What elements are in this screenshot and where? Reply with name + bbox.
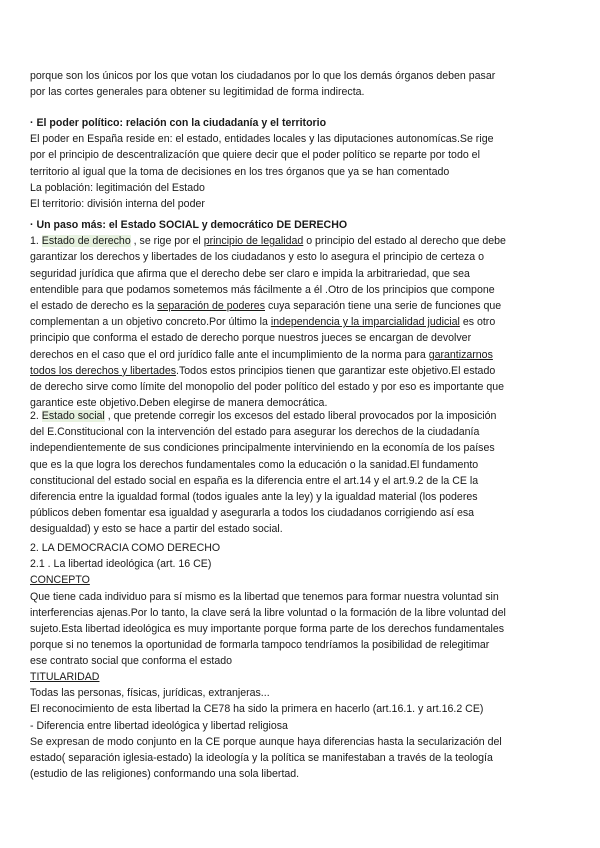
text-line: porque son los únicos por los que votan los ciudadanos por lo que los demás órganos deben pasar — [30, 70, 496, 82]
text-line: independientemente de sus condiciones principalmente interviniendo en la economía de los países — [30, 442, 495, 455]
text-line: entendible para que podamos sometemos más fácilmente a él .Otro de los principios que compone — [30, 283, 495, 296]
section-heading: 2. LA DEMOCRACIA COMO DERECHO — [30, 542, 221, 554]
text-line: de derecho sirve como límite del monopolio del poder político del estado y por eso es importante que — [30, 381, 505, 394]
text-line: diferencia entre la igualdad formal (todos iguales ante la ley) y la igualdad material (los poderes — [30, 491, 478, 504]
text-line: estado( separación iglesia-estado) la ideología y la política se manifestaban a través de la teología — [30, 752, 493, 765]
text-span: el estado de derecho es la — [30, 300, 158, 313]
text-line: porque si no tenemos la oportunidad de formarla tampoco tendríamos la posibilidad de relegitimar — [30, 639, 490, 652]
underlined-term: separación de poderes — [157, 300, 265, 313]
text-line: garantizar los derechos y libertades de los ciudadanos y esto lo asegura el principio de certeza o — [30, 251, 485, 264]
text-line: El territorio: división interna del poder — [30, 198, 205, 211]
text-span: .Todos estos principios tienen que garantizar este objetivo.El estado — [176, 364, 496, 377]
text-line: públicos deben fomentar esa igualdad y asegurarla a todos los ciudadanos corrigiendo así esa — [30, 507, 475, 520]
text-line: Todas las personas, físicas, jurídicas, extranjeras... — [30, 687, 270, 700]
text-span: o principio del estado al derecho que debe — [303, 235, 506, 248]
list-number: 2. — [30, 410, 42, 422]
text-line: principio que conforma el estado de derecho porque nuestros jueces se encargan de devolver — [30, 332, 472, 345]
text-line — [30, 408, 575, 424]
text-line: desigualdad) y esto se hace a partir del estado social. — [30, 523, 283, 536]
text-line: - Diferencia entre libertad ideológica y libertad religiosa — [30, 719, 288, 732]
text-line: seguridad jurídica que afirma que el derecho debe ser claro e impida la arbitrariedad, que sea — [30, 267, 470, 280]
text-line: por las cortes generales para obtener su legitimidad de forma indirecta. — [30, 86, 365, 99]
text-span: es otro — [459, 316, 496, 329]
text-line: sujeto.Esta libertad ideológica es muy importante porque forma parte de los derechos fundamentales — [30, 623, 505, 636]
underlined-term: todos los derechos y libertades — [30, 364, 177, 377]
text-span: , se rige por el — [130, 235, 204, 248]
section-poder-politico — [30, 115, 575, 212]
subsection-heading: 2.1 . La libertad ideológica (art. 16 CE) — [30, 558, 212, 571]
section-heading: · Un paso más: el Estado SOCIAL y democrático DE DERECHO — [30, 219, 348, 231]
text-line — [30, 233, 575, 249]
list-number: 1. — [30, 235, 42, 248]
text-line: Que tiene cada individuo para sí mismo es la libertad que tenemos para formar nuestra voluntad sin — [30, 590, 499, 603]
underlined-term: independencia y la imparcialidad judicial — [270, 316, 460, 329]
text-span: complementan a un objetivo concreto.Por último la — [30, 316, 271, 329]
text-line: (estudio de las religiones) conformando una sola libertad. — [30, 768, 300, 781]
highlighted-term: Estado social — [41, 410, 105, 422]
text-line: El reconocimiento de esta libertad la CE78 ha sido la primera en hacerlo (art.16.1. y art.16.2 CE) — [30, 703, 484, 716]
paragraph-estado-social — [30, 408, 575, 538]
text-line: constitucional del estado social en españa es la diferencia entre el art.14 y el art.9.2 de la CE la — [30, 474, 479, 487]
text-span: derechos en el caso que el ord jurídico falle ante el incumplimiento de la norma para — [30, 348, 429, 361]
section-heading: · El poder político: relación con la ciudadanía y el territorio — [30, 117, 327, 129]
text-span: , que pretende corregir los excesos del estado liberal provocados por la imposición — [104, 410, 497, 422]
text-line: La población: legitimación del Estado — [30, 181, 205, 194]
text-line: que es la que logra los derechos fundamentales como la educación o la sanidad.El fundamento — [30, 458, 479, 471]
underlined-term: garantizarnos — [428, 348, 493, 361]
text-line: Se expresan de modo conjunto en la CE porque aunque haya diferencias hasta la secularización del — [30, 735, 502, 748]
text-span: cuya separación tiene una serie de funciones que — [265, 300, 502, 313]
text-line: interferencias ajenas.Por lo tanto, la clave será la libre voluntad o la formación de la libre voluntad del — [30, 606, 506, 619]
text-line: por el principio de descentralizacíón que quiere decir que el poder político se reparte por todo el — [30, 149, 480, 162]
titularidad-label: TITULARIDAD — [30, 671, 100, 683]
text-line: del E.Constitucional con la intervención del estado para asegurar los derechos de la ciudadanía — [30, 426, 480, 439]
underlined-term: principio de legalidad — [203, 235, 304, 248]
text-line: ese contrato social que conforma el estado — [30, 655, 232, 668]
text-line — [30, 363, 575, 379]
text-line — [30, 347, 575, 363]
concepto-label: CONCEPTO — [30, 574, 90, 587]
intro-paragraph — [30, 68, 575, 100]
text-line: El poder en España reside en: el estado, entidades locales y las diputaciones autonomícas.Se rige — [30, 133, 494, 146]
text-line: garantice este objetivo.Deben elegirse de manera democrática. — [30, 397, 328, 410]
highlighted-term: Estado de derecho — [41, 235, 131, 248]
text-line — [30, 298, 575, 314]
section-titularidad — [30, 669, 575, 782]
text-line: territorio al igual que la toma de decisiones en los tres órganos que ya se han comentado — [30, 165, 450, 178]
section-estado-social-democratico — [30, 217, 575, 411]
text-line — [30, 314, 575, 330]
section-democracia — [30, 540, 575, 670]
